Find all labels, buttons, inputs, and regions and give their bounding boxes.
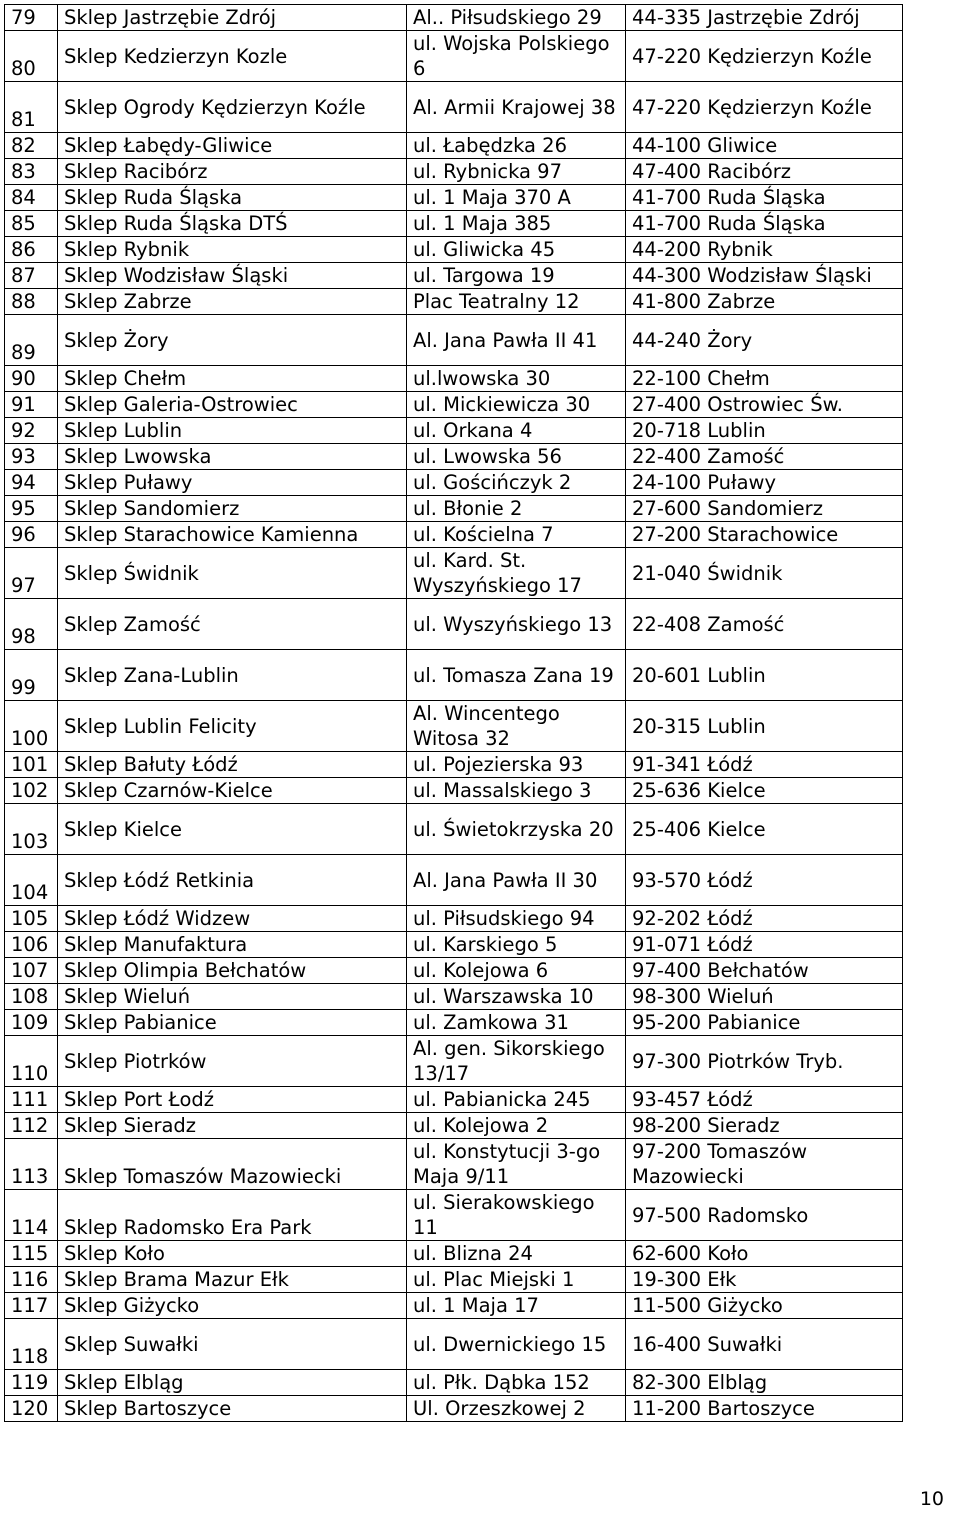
store-city: 93-457 Łódź [626, 1087, 903, 1113]
row-number: 94 [5, 470, 58, 496]
store-city: 92-202 Łódź [626, 906, 903, 932]
table-row [5, 984, 903, 1010]
page-number: 10 [919, 1488, 944, 1510]
table-row [5, 237, 903, 263]
row-number: 81 [5, 82, 58, 133]
store-name: Sklep Wodzisław Śląski [58, 263, 407, 289]
table-row [5, 1293, 903, 1319]
store-street: ul. Massalskiego 3 [407, 778, 626, 804]
store-name: Sklep Puławy [58, 470, 407, 496]
store-street: ul.lwowska 30 [407, 366, 626, 392]
store-street: Plac Teatralny 12 [407, 289, 626, 315]
store-rows [5, 5, 903, 1422]
store-name: Sklep Lublin Felicity [58, 701, 407, 752]
store-city: 93-570 Łódź [626, 855, 903, 906]
table-row [5, 650, 903, 701]
row-number: 87 [5, 263, 58, 289]
store-city: 11-200 Bartoszyce [626, 1396, 903, 1422]
store-street: ul. Warszawska 10 [407, 984, 626, 1010]
store-street: ul. Wyszyńskiego 13 [407, 599, 626, 650]
store-name: Sklep Koło [58, 1241, 407, 1267]
store-street: ul. Blizna 24 [407, 1241, 626, 1267]
store-name: Sklep Suwałki [58, 1319, 407, 1370]
table-row [5, 701, 903, 752]
table-row [5, 1087, 903, 1113]
store-street: ul. Orkana 4 [407, 418, 626, 444]
store-street: Al. Jana Pawła II 41 [407, 315, 626, 366]
store-city: 44-200 Rybnik [626, 237, 903, 263]
store-city: 91-071 Łódź [626, 932, 903, 958]
store-street: ul. Konstytucji 3-go Maja 9/11 [407, 1139, 626, 1190]
row-number: 112 [5, 1113, 58, 1139]
store-street: ul. Karskiego 5 [407, 932, 626, 958]
table-row [5, 752, 903, 778]
store-name: Sklep Chełm [58, 366, 407, 392]
table-row [5, 855, 903, 906]
store-name: Sklep Kedzierzyn Kozle [58, 31, 407, 82]
store-city: 44-100 Gliwice [626, 133, 903, 159]
store-name: Sklep Ruda Śląska DTŚ [58, 211, 407, 237]
table-row [5, 548, 903, 599]
store-street: ul. Błonie 2 [407, 496, 626, 522]
store-name: Sklep Zamość [58, 599, 407, 650]
table-row [5, 1113, 903, 1139]
store-name: Sklep Elbląg [58, 1370, 407, 1396]
row-number: 83 [5, 159, 58, 185]
row-number: 91 [5, 392, 58, 418]
row-number: 86 [5, 237, 58, 263]
store-name: Sklep Starachowice Kamienna [58, 522, 407, 548]
store-name: Sklep Olimpia Bełchatów [58, 958, 407, 984]
table-row [5, 932, 903, 958]
row-number: 82 [5, 133, 58, 159]
store-street: ul. 1 Maja 385 [407, 211, 626, 237]
table-row [5, 159, 903, 185]
row-number: 90 [5, 366, 58, 392]
table-row [5, 444, 903, 470]
row-number: 79 [5, 5, 58, 31]
store-name: Sklep Radomsko Era Park [58, 1190, 407, 1241]
table-row [5, 1190, 903, 1241]
store-name: Sklep Giżycko [58, 1293, 407, 1319]
store-street: ul. Gościńczyk 2 [407, 470, 626, 496]
store-name: Sklep Sandomierz [58, 496, 407, 522]
store-city: 22-400 Zamość [626, 444, 903, 470]
store-name: Sklep Czarnów-Kielce [58, 778, 407, 804]
store-street: ul. Gliwicka 45 [407, 237, 626, 263]
store-city: 44-300 Wodzisław Śląski [626, 263, 903, 289]
store-street: ul. Mickiewicza 30 [407, 392, 626, 418]
row-number: 119 [5, 1370, 58, 1396]
table-row [5, 31, 903, 82]
store-street: ul. Kościelna 7 [407, 522, 626, 548]
store-street: ul. Kolejowa 2 [407, 1113, 626, 1139]
store-city: 62-600 Koło [626, 1241, 903, 1267]
store-name: Sklep Sieradz [58, 1113, 407, 1139]
row-number: 116 [5, 1267, 58, 1293]
store-name: Sklep Lublin [58, 418, 407, 444]
store-city: 27-400 Ostrowiec Św. [626, 392, 903, 418]
row-number: 117 [5, 1293, 58, 1319]
table-row [5, 1319, 903, 1370]
store-city: 27-600 Sandomierz [626, 496, 903, 522]
store-city: 19-300 Ełk [626, 1267, 903, 1293]
store-city: 97-400 Bełchatów [626, 958, 903, 984]
table-row [5, 599, 903, 650]
store-name: Sklep Brama Mazur Ełk [58, 1267, 407, 1293]
store-street: ul. Płk. Dąbka 152 [407, 1370, 626, 1396]
row-number: 85 [5, 211, 58, 237]
store-street: Al. Jana Pawła II 30 [407, 855, 626, 906]
table-row [5, 366, 903, 392]
table-row [5, 133, 903, 159]
row-number: 95 [5, 496, 58, 522]
table-row [5, 1010, 903, 1036]
store-city: 98-200 Sieradz [626, 1113, 903, 1139]
table-row [5, 418, 903, 444]
row-number: 111 [5, 1087, 58, 1113]
row-number: 97 [5, 548, 58, 599]
store-name: Sklep Zana-Lublin [58, 650, 407, 701]
store-name: Sklep Zabrze [58, 289, 407, 315]
row-number: 84 [5, 185, 58, 211]
table-row [5, 804, 903, 855]
store-street: Al. gen. Sikorskiego 13/17 [407, 1036, 626, 1087]
store-street: ul. Zamkowa 31 [407, 1010, 626, 1036]
store-city: 41-800 Zabrze [626, 289, 903, 315]
store-name: Sklep Galeria-Ostrowiec [58, 392, 407, 418]
table-row [5, 958, 903, 984]
store-city: 97-300 Piotrków Tryb. [626, 1036, 903, 1087]
table-row [5, 1139, 903, 1190]
store-street: ul. Świetokrzyska 20 [407, 804, 626, 855]
row-number: 93 [5, 444, 58, 470]
table-row [5, 1370, 903, 1396]
row-number: 114 [5, 1190, 58, 1241]
store-city: 95-200 Pabianice [626, 1010, 903, 1036]
store-street: ul. Kard. St. Wyszyńskiego 17 [407, 548, 626, 599]
row-number: 88 [5, 289, 58, 315]
row-number: 92 [5, 418, 58, 444]
table-row [5, 82, 903, 133]
store-street: Al. Wincentego Witosa 32 [407, 701, 626, 752]
table-row [5, 778, 903, 804]
row-number: 104 [5, 855, 58, 906]
store-street: ul. Łabędzka 26 [407, 133, 626, 159]
store-street: ul. Tomasza Zana 19 [407, 650, 626, 701]
row-number: 80 [5, 31, 58, 82]
store-name: Sklep Ogrody Kędzierzyn Koźle [58, 82, 407, 133]
store-street: ul. Pabianicka 245 [407, 1087, 626, 1113]
store-name: Sklep Świdnik [58, 548, 407, 599]
store-street: ul. Wojska Polskiego 6 [407, 31, 626, 82]
row-number: 108 [5, 984, 58, 1010]
table-row [5, 315, 903, 366]
store-city: 20-718 Lublin [626, 418, 903, 444]
store-street: ul. Targowa 19 [407, 263, 626, 289]
table-row [5, 263, 903, 289]
store-street: ul. Dwernickiego 15 [407, 1319, 626, 1370]
row-number: 118 [5, 1319, 58, 1370]
table-row [5, 5, 903, 31]
table-row [5, 470, 903, 496]
store-city: 98-300 Wieluń [626, 984, 903, 1010]
store-name: Sklep Tomaszów Mazowiecki [58, 1139, 407, 1190]
store-street: Al.. Piłsudskiego 29 [407, 5, 626, 31]
store-city: 97-200 Tomaszów Mazowiecki [626, 1139, 903, 1190]
store-name: Sklep Jastrzębie Zdrój [58, 5, 407, 31]
store-street: ul. Lwowska 56 [407, 444, 626, 470]
table-row [5, 185, 903, 211]
row-number: 89 [5, 315, 58, 366]
table-row [5, 1241, 903, 1267]
row-number: 105 [5, 906, 58, 932]
store-name: Sklep Łabędy-Gliwice [58, 133, 407, 159]
row-number: 110 [5, 1036, 58, 1087]
store-city: 11-500 Giżycko [626, 1293, 903, 1319]
store-city: 41-700 Ruda Śląska [626, 185, 903, 211]
store-city: 22-408 Zamość [626, 599, 903, 650]
store-street: Ul. Orzeszkowej 2 [407, 1396, 626, 1422]
store-street: Al. Armii Krajowej 38 [407, 82, 626, 133]
table-row [5, 392, 903, 418]
table-row [5, 1267, 903, 1293]
store-street: ul. Rybnicka 97 [407, 159, 626, 185]
store-name: Sklep Bałuty Łódź [58, 752, 407, 778]
store-name: Sklep Manufaktura [58, 932, 407, 958]
store-city: 47-220 Kędzierzyn Koźle [626, 82, 903, 133]
store-name: Sklep Bartoszyce [58, 1396, 407, 1422]
store-name: Sklep Piotrków [58, 1036, 407, 1087]
store-street: ul. Kolejowa 6 [407, 958, 626, 984]
table-row [5, 289, 903, 315]
store-table [4, 4, 903, 1422]
row-number: 103 [5, 804, 58, 855]
store-name: Sklep Rybnik [58, 237, 407, 263]
row-number: 96 [5, 522, 58, 548]
store-name: Sklep Łódź Retkinia [58, 855, 407, 906]
store-city: 25-636 Kielce [626, 778, 903, 804]
store-name: Sklep Wieluń [58, 984, 407, 1010]
store-name: Sklep Łódź Widzew [58, 906, 407, 932]
store-name: Sklep Kielce [58, 804, 407, 855]
store-street: ul. 1 Maja 17 [407, 1293, 626, 1319]
store-name: Sklep Ruda Śląska [58, 185, 407, 211]
row-number: 101 [5, 752, 58, 778]
store-city: 16-400 Suwałki [626, 1319, 903, 1370]
row-number: 113 [5, 1139, 58, 1190]
row-number: 106 [5, 932, 58, 958]
store-name: Sklep Lwowska [58, 444, 407, 470]
store-name: Sklep Żory [58, 315, 407, 366]
store-city: 47-400 Racibórz [626, 159, 903, 185]
row-number: 107 [5, 958, 58, 984]
store-name: Sklep Pabianice [58, 1010, 407, 1036]
row-number: 120 [5, 1396, 58, 1422]
row-number: 115 [5, 1241, 58, 1267]
store-city: 82-300 Elbląg [626, 1370, 903, 1396]
store-street: ul. Sierakowskiego 11 [407, 1190, 626, 1241]
store-street: ul. Piłsudskiego 94 [407, 906, 626, 932]
store-city: 44-240 Żory [626, 315, 903, 366]
store-street: ul. Plac Miejski 1 [407, 1267, 626, 1293]
store-city: 47-220 Kędzierzyn Koźle [626, 31, 903, 82]
store-city: 91-341 Łódź [626, 752, 903, 778]
table-row [5, 906, 903, 932]
store-street: ul. Pojezierska 93 [407, 752, 626, 778]
store-city: 20-601 Lublin [626, 650, 903, 701]
store-city: 41-700 Ruda Śląska [626, 211, 903, 237]
store-city: 25-406 Kielce [626, 804, 903, 855]
store-city: 20-315 Lublin [626, 701, 903, 752]
table-row [5, 496, 903, 522]
store-city: 21-040 Świdnik [626, 548, 903, 599]
store-city: 24-100 Puławy [626, 470, 903, 496]
table-row [5, 1396, 903, 1422]
store-name: Sklep Racibórz [58, 159, 407, 185]
table-row [5, 1036, 903, 1087]
row-number: 99 [5, 650, 58, 701]
table-row [5, 211, 903, 237]
store-city: 44-335 Jastrzębie Zdrój [626, 5, 903, 31]
row-number: 102 [5, 778, 58, 804]
store-street: ul. 1 Maja 370 A [407, 185, 626, 211]
table-row [5, 522, 903, 548]
store-name: Sklep Port Łodź [58, 1087, 407, 1113]
store-city: 22-100 Chełm [626, 366, 903, 392]
row-number: 100 [5, 701, 58, 752]
row-number: 109 [5, 1010, 58, 1036]
store-city: 27-200 Starachowice [626, 522, 903, 548]
row-number: 98 [5, 599, 58, 650]
store-city: 97-500 Radomsko [626, 1190, 903, 1241]
